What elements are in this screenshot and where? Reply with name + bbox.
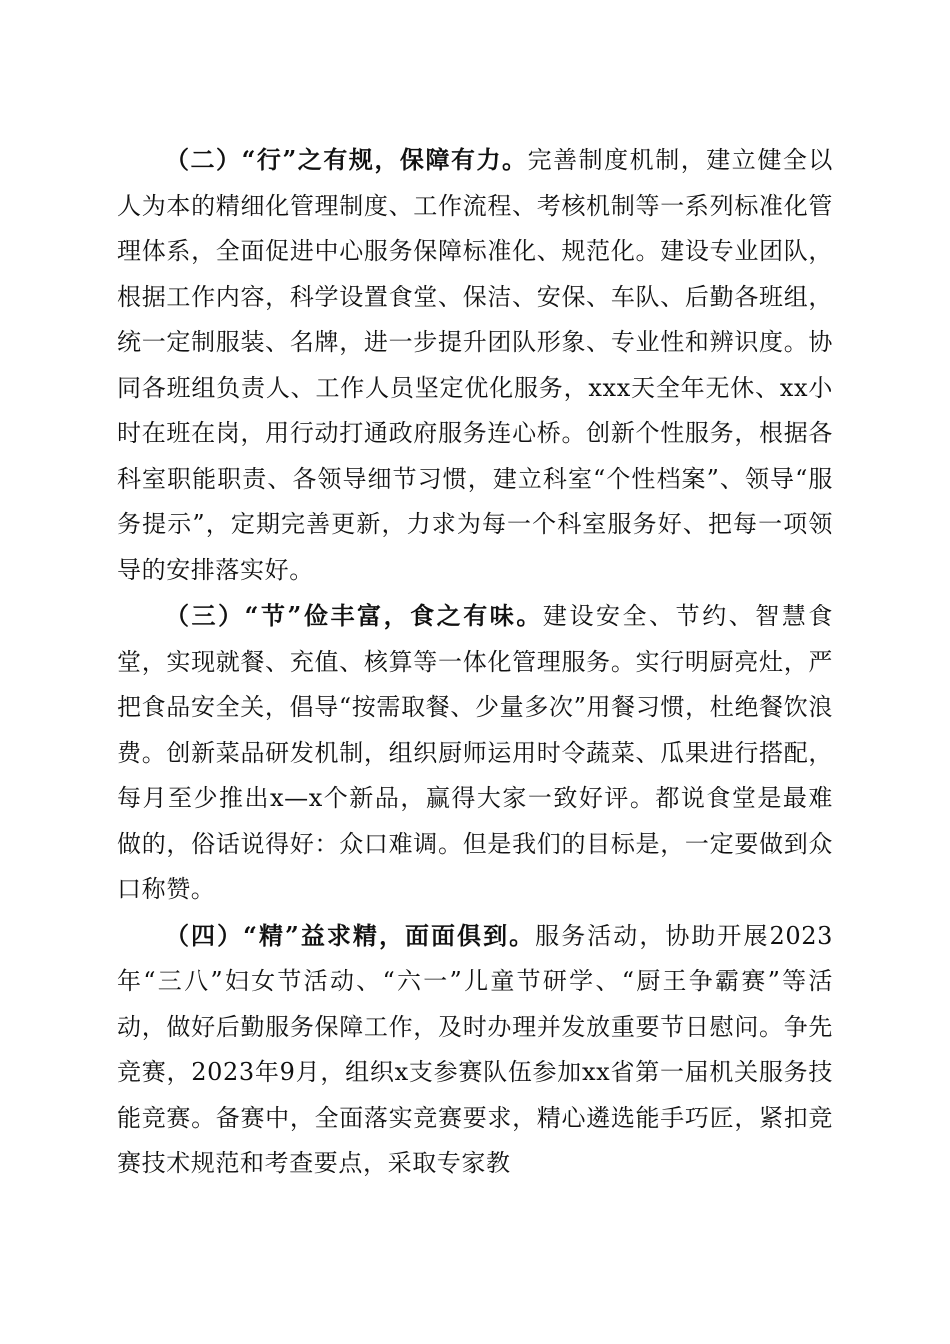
paragraph-text: 完善制度机制，建立健全以人为本的精细化管理制度、工作流程、考核机制等一系列标准化管理体系，全面促进中心服务保障标准化、规范化。建设专业团队，根据工作内容，科学设置食堂、保洁、安保、车队、后勤各班组，统一定制服装、名牌，进一步提升团队形象、专业性和辨识度。协同各班组负责人、工作人员坚定优化服务，xxx天全年无休、xx小时在班在岗，用行动打通政府服务连心桥。创新个性服务，根据各科室职能职责、各领导细节习惯，建立科室“个性档案”、领导“服务提示”，定期完善更新，力求为每一个科室服务好、把每一项领导的安排落实好。 (117, 146, 833, 584)
paragraph-section-2 (117, 137, 833, 593)
paragraph-heading: （四）“精”益求精，面面俱到。 (165, 920, 536, 950)
paragraph-heading: （三）“节”俭丰富，食之有味。 (165, 601, 543, 630)
paragraph-text: 建设安全、节约、智慧食堂，实现就餐、充值、核算等一体化管理服务。实行明厨亮灶，严把食品安全关，倡导“按需取餐、少量多次”用餐习惯，杜绝餐饮浪费。创新菜品研发机制，组织厨师运用时令蔬菜、瓜果进行搭配，每月至少推出x—x个新品，赢得大家一致好评。都说食堂是最难做的，俗话说得好：众口难调。但是我们的目标是，一定要做到众口称赞。 (117, 602, 834, 903)
paragraph-section-4 (117, 913, 833, 1187)
paragraph-heading: （二）“行”之有规，保障有力。 (165, 145, 528, 174)
paragraph-section-3 (117, 593, 833, 913)
paragraph-text: 服务活动，协助开展2023年“三八”妇女节活动、“六一”儿童节研学、“厨王争霸赛”等活动，做好后勤服务保障工作，及时办理并发放重要节日慰问。争先竞赛，2023年9月，组织x支参赛队伍参加xx省第一届机关服务技能竞赛。备赛中，全面落实竞赛要求，精心遴选能手巧匠，紧扣竞赛技术规范和考查要点，采取专家教 (117, 921, 833, 1177)
document-body (117, 137, 833, 1187)
